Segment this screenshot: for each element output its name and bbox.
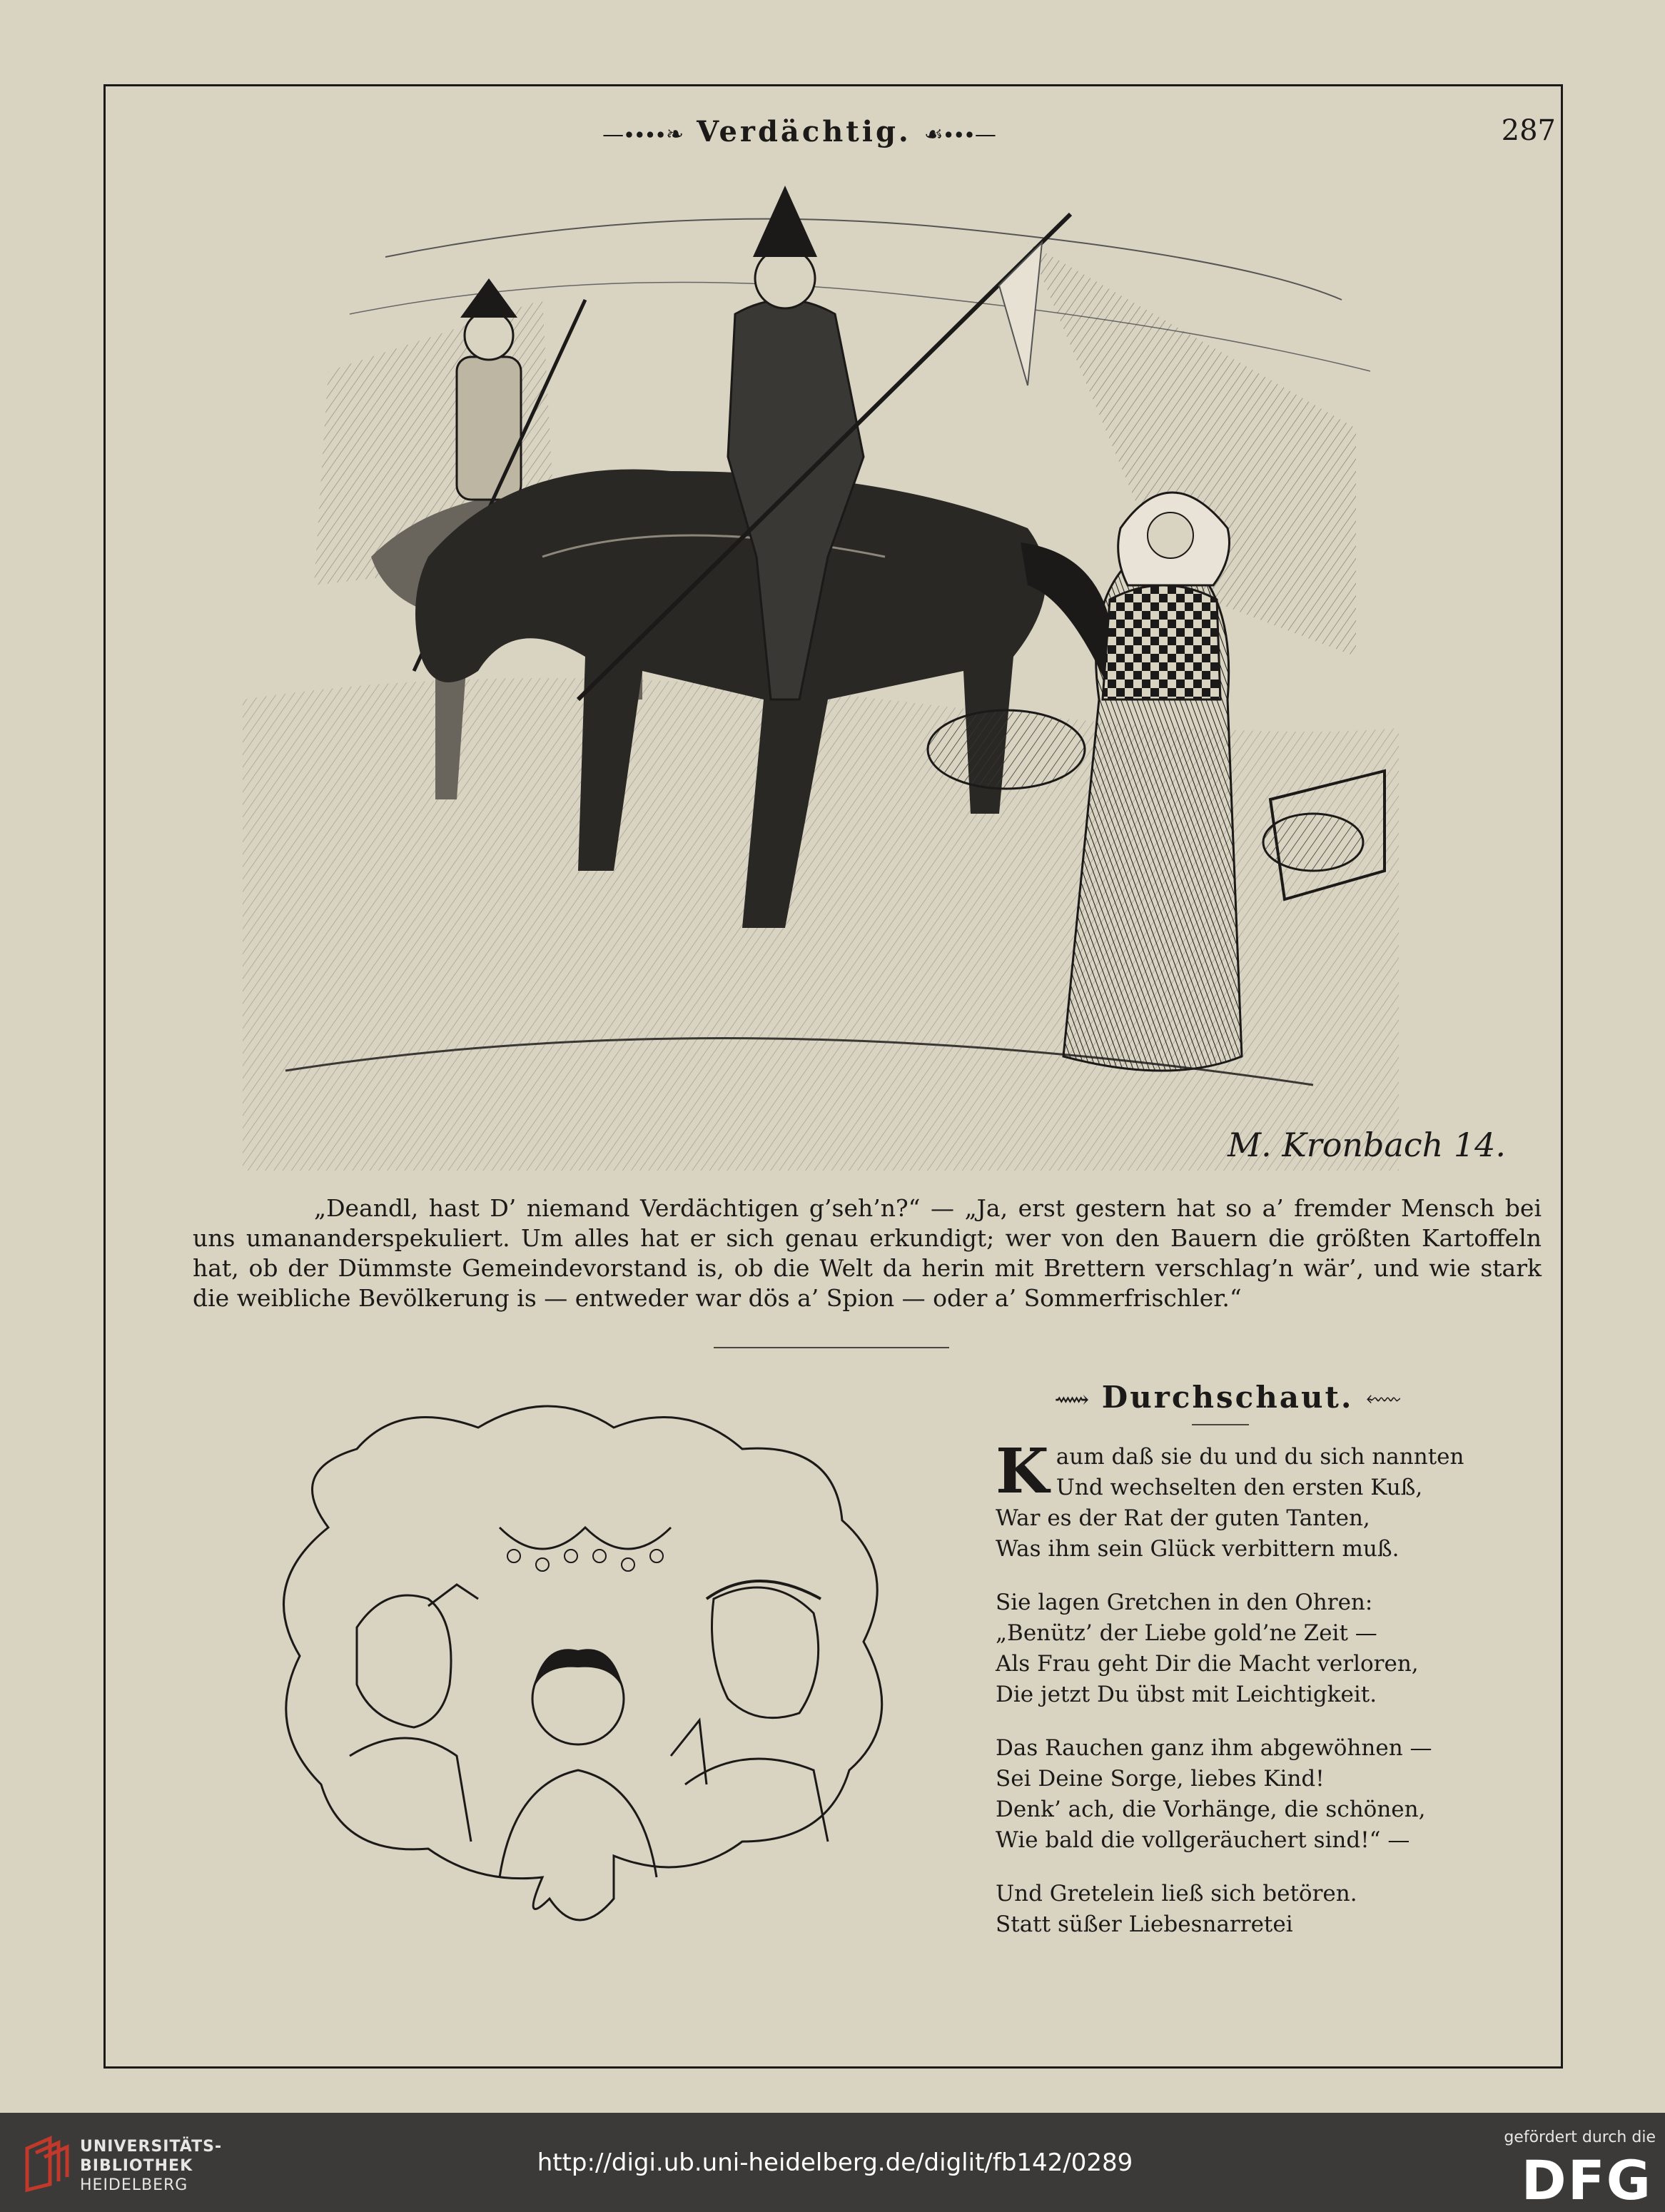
poem-stanza-3 <box>996 1733 1467 1856</box>
header-title <box>599 114 999 150</box>
poem-line: Denk’ ach, die Vorhänge, die schönen, <box>996 1797 1426 1822</box>
illustration-caption: „Deandl, hast D’ niemand Verdächtigen g’seh’n?“ — „Ja, erst gestern hat so a’ fremder Mensch bei uns umananderspekuliert. Um alles hat er sich genau erkundigt; wer von den Bauern die größten Kartoffeln hat, ob der Dümmste Gemeindevorstand is, ob die Welt da herin mit Brettern verschlag’n wär’, und wie stark die weibliche Bevölkerung is — entweder war dös a’ Spion — oder a’ Sommerfrischler.“ <box>193 1194 1542 1312</box>
illustration-cavalry-and-peasant <box>243 157 1507 1171</box>
sponsor-label: gefördert durch die <box>1504 2128 1656 2146</box>
poem-line: Was ihm sein Glück verbittern muß. <box>996 1536 1400 1562</box>
section-divider <box>714 1347 949 1348</box>
library-logo-icon <box>21 2134 71 2191</box>
poem-stanza-4 <box>996 1879 1467 1940</box>
poem-line: Die jetzt Du übst mit Leichtigkeit. <box>996 1682 1377 1707</box>
poem-title-text: Durchschaut. <box>1101 1380 1354 1415</box>
poem-line: Als Frau geht Dir die Macht verloren, <box>996 1651 1419 1677</box>
poem-body <box>996 1435 1467 1941</box>
library-name-line-3: HEIDELBERG <box>80 2176 188 2194</box>
library-name-line-1: UNIVERSITÄTS- <box>80 2138 223 2156</box>
page-number: 287 <box>1501 114 1556 147</box>
poem-line: aum daß sie du und du sich nannten <box>1056 1444 1464 1470</box>
poem-line: War es der Rat der guten Tanten, <box>996 1505 1370 1531</box>
ornament-left-icon: —∙∙∙∙❧ <box>602 122 684 147</box>
illustration-aunts-drawing <box>243 1385 906 1941</box>
poem-title <box>1028 1376 1427 1419</box>
poem-line: Statt süßer Liebesnarretei <box>996 1911 1293 1937</box>
poem-line: Das Rauchen ganz ihm abgewöhnen — <box>996 1735 1432 1761</box>
poem-line: Wie bald die vollgeräuchert sind!“ — <box>996 1827 1410 1853</box>
poem-line: Und wechselten den ersten Kuß, <box>1056 1475 1423 1500</box>
poem-line: Und Gretelein ließ sich betören. <box>996 1881 1357 1907</box>
ornament-right-icon: ☙∙∙∙— <box>923 122 996 147</box>
library-name-line-2: BIBLIOTHEK <box>80 2157 193 2175</box>
arrow-right-ornament-icon: ⟿ <box>1054 1385 1090 1414</box>
poem-dropcap: K <box>996 1435 1049 1508</box>
arrow-left-ornament-icon: ⬳ <box>1366 1385 1401 1414</box>
illustration-cavalry-drawing <box>243 157 1507 1171</box>
poem-title-rule <box>1192 1424 1249 1425</box>
library-name <box>80 2137 265 2201</box>
permalink-url[interactable]: http://digi.ub.uni-heidelberg.de/diglit/fb142/0289 <box>537 2148 1133 2177</box>
poem-stanza-1 <box>996 1435 1467 1565</box>
poem-line: Sie lagen Gretchen in den Ohren: <box>996 1590 1373 1615</box>
poem-line: „Benütz’ der Liebe gold’ne Zeit — <box>996 1620 1377 1646</box>
poem-stanza-2 <box>996 1587 1467 1710</box>
dfg-logo: DFG <box>1521 2148 1652 2212</box>
header-title-text: Verdächtig. <box>697 115 911 148</box>
poem-line: Sei Deine Sorge, liebes Kind! <box>996 1766 1325 1792</box>
illustration-signature: M. Kronbach 14. <box>1228 1126 1507 1164</box>
illustration-thought-bubble <box>243 1385 906 1941</box>
